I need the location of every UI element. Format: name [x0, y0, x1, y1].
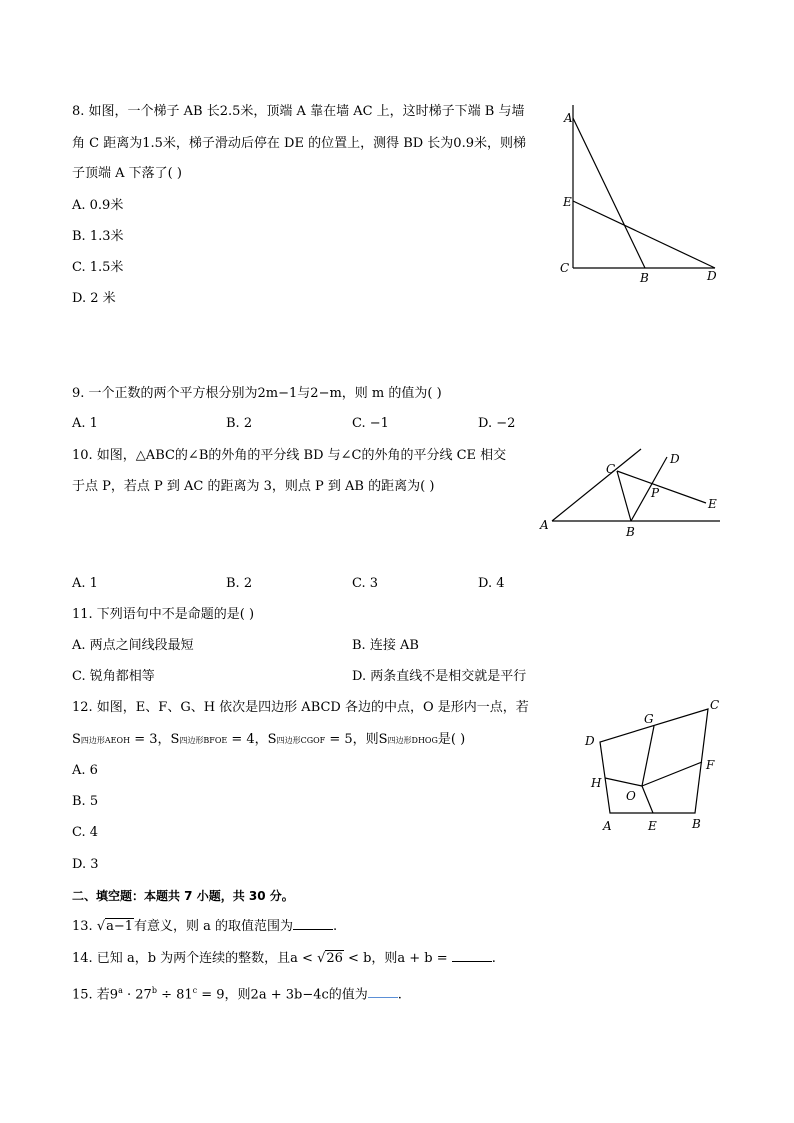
q14-radicand: 26 [326, 951, 343, 966]
q15-answer-blank[interactable] [368, 985, 398, 998]
q12-area-dhog-label: 四边形DHOG [387, 736, 438, 745]
q14-end: . [491, 951, 496, 966]
q12-label-d: D [585, 734, 595, 748]
q10-label-a: A [540, 518, 549, 532]
q13-radical-sign: √ [96, 919, 106, 934]
q13-stem [72, 917, 337, 937]
q15-stem [72, 981, 402, 1005]
q12-eq1: = 3， [130, 732, 171, 747]
q8-stem-line2: 角 C 距离为1.5米，梯子滑动后停在 DE 的位置上，测得 BD 长为0.9米，则梯 [72, 136, 526, 151]
q12-quadrilateral-figure [580, 695, 730, 840]
q12-eq3: = 5，则 [325, 732, 379, 747]
q14-radical-sign: √ [317, 951, 326, 966]
q12-s-letter-3: S [267, 732, 277, 747]
q9-option-d: D. −2 [478, 416, 516, 431]
q12-option-d: D. 3 [72, 857, 99, 872]
q14-pre: 14. 已知 a，b 为两个连续的整数，且a < [72, 951, 318, 966]
q13-rest: 有意义，则 a 的取值范围为 [134, 919, 294, 934]
q13-radicand: a−1 [106, 919, 134, 934]
q15-exp-c: c [192, 986, 198, 995]
q8-label-e: E [563, 195, 572, 209]
q12-stem-line2 [72, 730, 465, 751]
q10-label-b: B [626, 525, 635, 539]
q12-label-a: A [603, 819, 612, 833]
q9-option-a: A. 1 [72, 416, 98, 431]
q8-ladder-figure [555, 100, 735, 290]
q12-label-c: C [710, 698, 720, 712]
q12-s-letter-2: S [170, 732, 180, 747]
q15-pre: 15. 若9 [72, 987, 119, 1003]
q11-option-c: C. 锐角都相等 [72, 669, 155, 684]
q8-label-d: D [707, 269, 717, 283]
q12-label-o: O [626, 789, 636, 803]
q12-label-e: E [648, 819, 657, 833]
q12-s-letter-4: S [378, 732, 388, 747]
q13-num: 13. [72, 919, 97, 934]
section-2-heading: 二、填空题：本题共 7 小题，共 30 分。 [72, 889, 294, 903]
q12-eq2: = 4， [227, 732, 268, 747]
q15-end: . [397, 987, 402, 1003]
q10-stem-line1: 10. 如图，△ABC的∠B的外角的平分线 BD 与∠C的外角的平分线 CE 相交 [72, 448, 507, 463]
q12-label-g: G [644, 712, 654, 726]
q12-area-bfoe-label: 四边形BFOE [179, 736, 228, 745]
q15-exp-a: a [118, 986, 123, 995]
q11-option-a: A. 两点之间线段最短 [72, 638, 194, 653]
q15-mid2: ÷ 81 [156, 987, 193, 1003]
q12-option-b: B. 5 [72, 794, 99, 809]
q13-answer-blank[interactable] [293, 917, 333, 930]
q8-stem-line3: 子顶端 A 下落了( ) [72, 166, 182, 181]
q8-option-b: B. 1.3米 [72, 229, 124, 244]
q8-label-b: B [640, 271, 649, 285]
q10-stem-line2: 于点 P，若点 P 到 AC 的距离为 3，则点 P 到 AB 的距离为( ) [72, 479, 435, 494]
q10-label-e: E [708, 497, 717, 511]
q9-stem: 9. 一个正数的两个平方根分别为2m−1与2−m，则 m 的值为( ) [72, 386, 442, 401]
q10-label-d: D [670, 452, 680, 466]
q14-post: < b，则a + b = [343, 951, 452, 966]
q8-stem-line1: 8. 如图，一个梯子 AB 长2.5米，顶端 A 靠在墙 AC 上，这时梯子下端 B 与墙 [72, 104, 525, 119]
q12-label-b: B [692, 817, 701, 831]
q10-label-p: P [651, 486, 660, 500]
q10-angle-bisector-figure [536, 445, 726, 545]
q11-option-b: B. 连接 AB [352, 638, 419, 653]
q12-option-c: C. 4 [72, 825, 99, 840]
q10-label-c: C [606, 462, 616, 476]
q13-end: . [333, 919, 338, 934]
q10-option-c: C. 3 [352, 576, 379, 591]
q10-option-a: A. 1 [72, 576, 98, 591]
q14-answer-blank[interactable] [452, 949, 492, 962]
q8-label-c: C [560, 261, 570, 275]
q12-end: 是( ) [437, 732, 466, 747]
q8-option-a: A. 0.9米 [72, 198, 124, 213]
q12-label-h: H [591, 776, 602, 790]
q9-option-b: B. 2 [226, 416, 253, 431]
q9-option-c: C. −1 [352, 416, 389, 431]
q8-option-d: D. 2 米 [72, 291, 116, 306]
q15-post: = 9，则2a + 3b−4c的值为 [197, 987, 368, 1003]
q11-stem: 11. 下列语句中不是命题的是( ) [72, 607, 255, 622]
q15-mid1: · 27 [122, 987, 152, 1003]
q15-exp-b: b [151, 986, 157, 995]
q12-s-letter: S [72, 732, 81, 747]
q12-stem-line1: 12. 如图，E、F、G、H 依次是四边形 ABCD 各边的中点，O 是形内一点，若 [72, 700, 529, 715]
q14-stem [72, 949, 496, 969]
q10-option-b: B. 2 [226, 576, 253, 591]
q8-label-a: A [564, 111, 573, 125]
q12-option-a: A. 6 [72, 763, 98, 778]
q10-option-d: D. 4 [478, 576, 505, 591]
q8-option-c: C. 1.5米 [72, 260, 124, 275]
q12-area-aeoh-label: 四边形AEOH [80, 736, 131, 745]
q12-label-f: F [706, 758, 715, 772]
q12-area-cgof-label: 四边形CGOF [276, 736, 326, 745]
q11-option-d: D. 两条直线不是相交就是平行 [352, 669, 527, 684]
